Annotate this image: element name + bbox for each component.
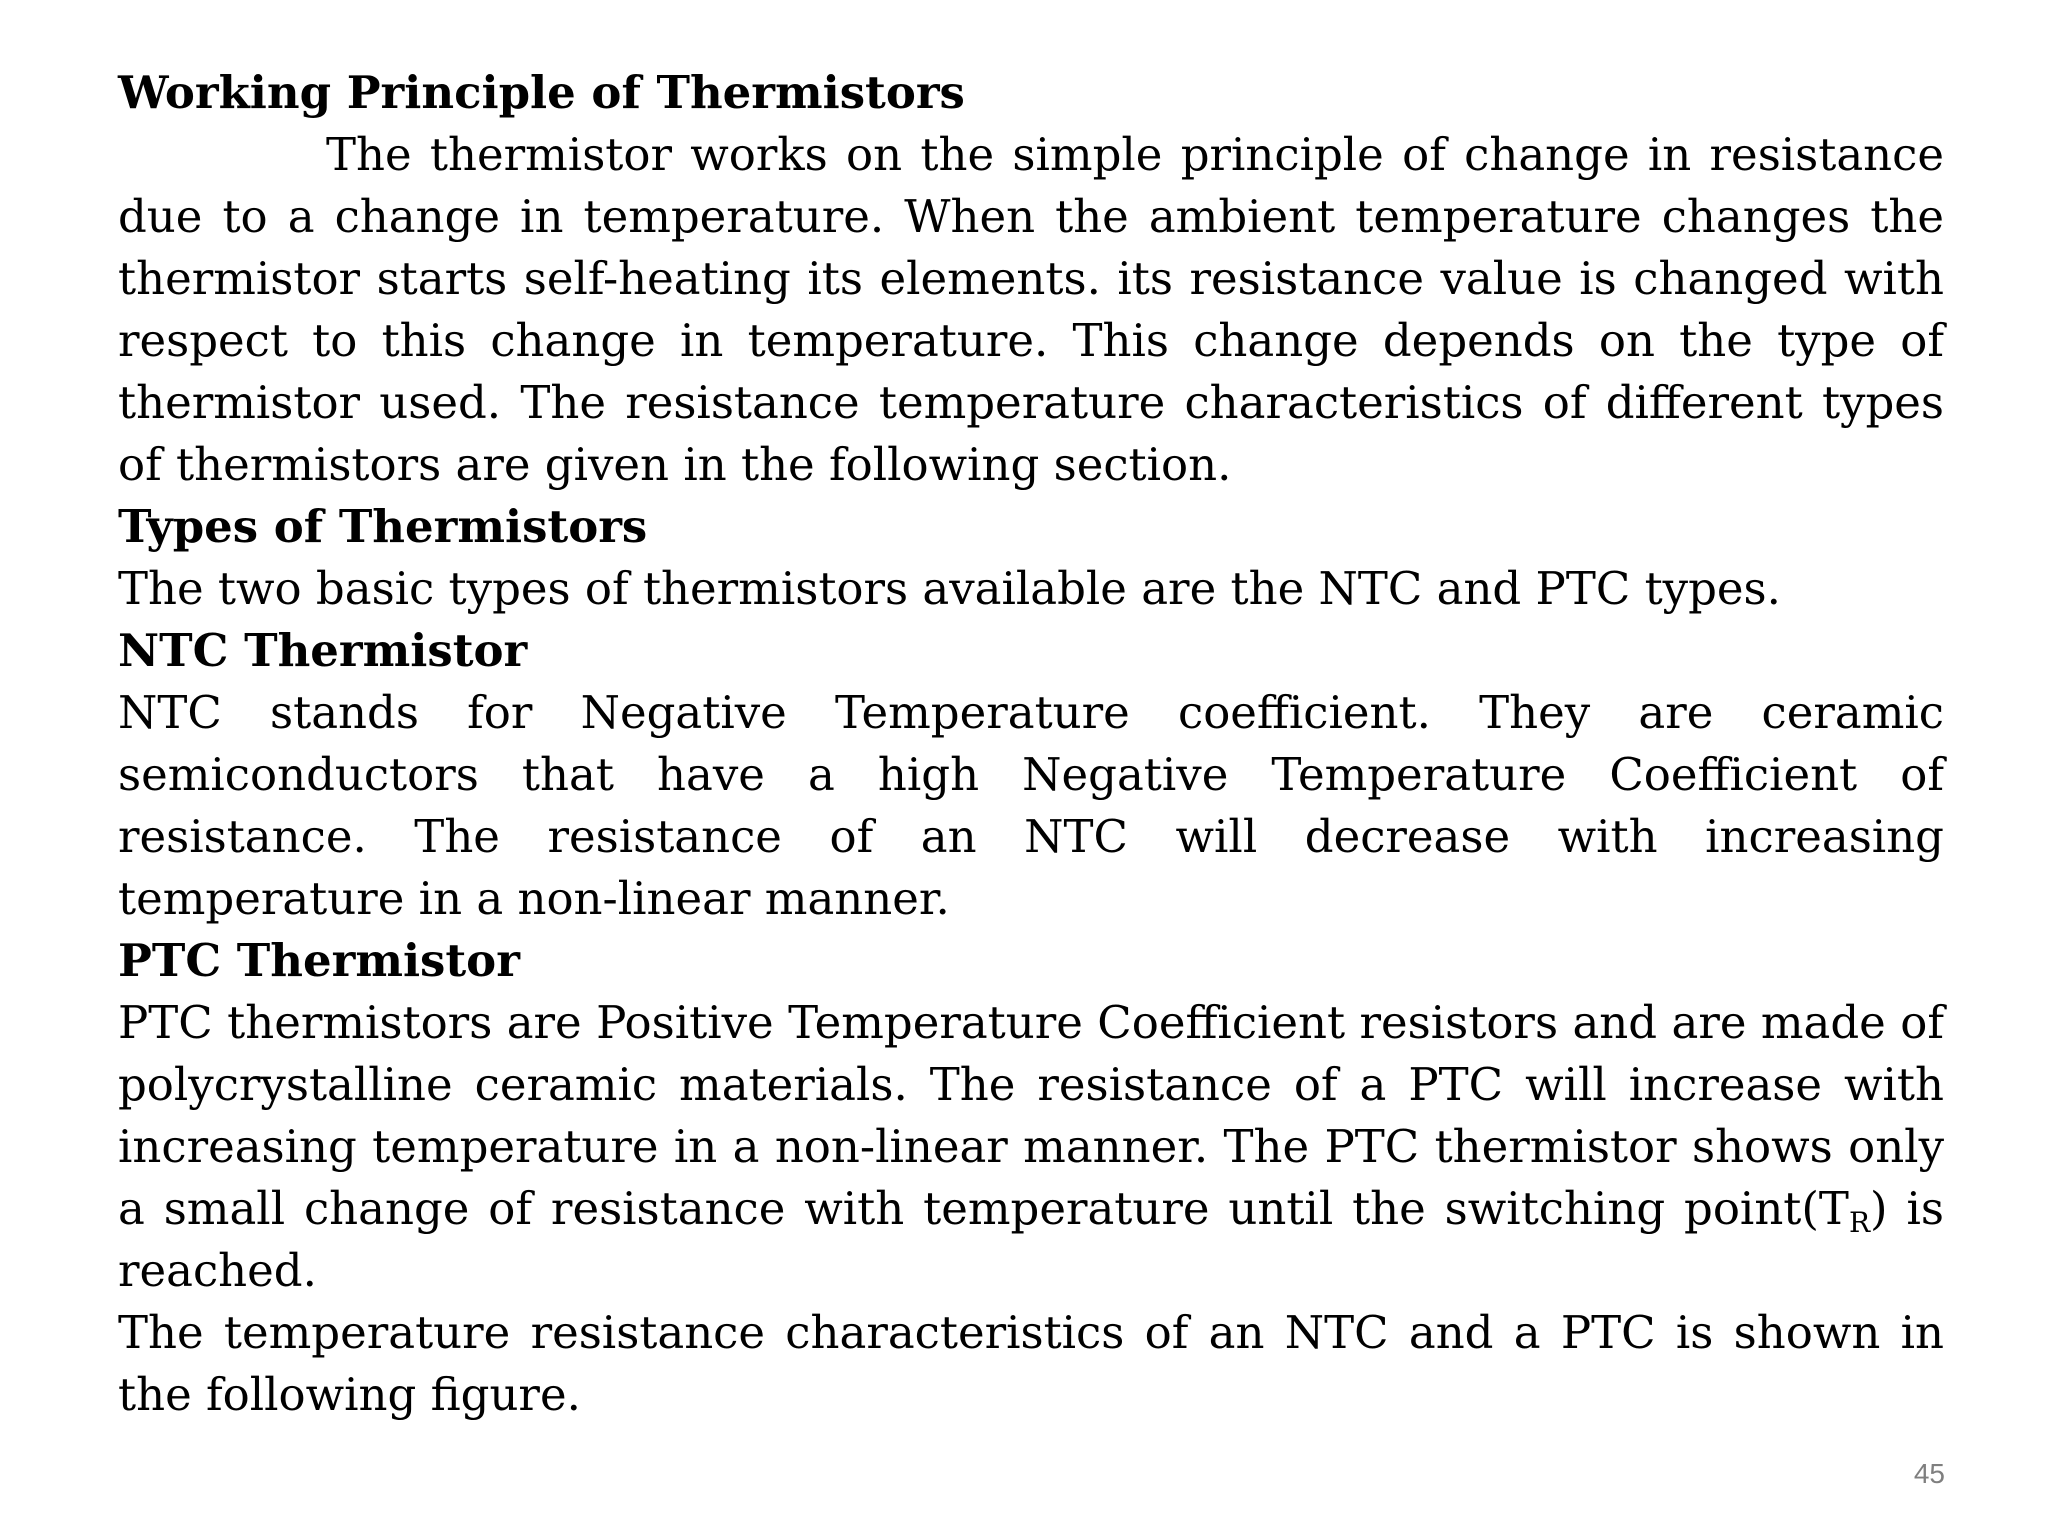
page-number: 45: [1913, 1458, 1945, 1489]
working-principle-heading: Working Principle of Thermistors: [118, 66, 965, 119]
ptc-paragraph: [118, 992, 1944, 1302]
figure-note-paragraph: The temperature resistance characteristics of an NTC and a PTC is shown in the following figure.: [118, 1306, 1944, 1421]
ptc-paragraph-text: PTC thermistors are Positive Temperature Coefficient resistors and are made of polycrystalline ceramic materials. The resistance of a PTC will increase with increasing temperature in a non-linear manner. The PTC thermistor shows only a small change of resistance with temperature until the switching point(T: [118, 996, 1944, 1235]
types-heading: Types of Thermistors: [118, 500, 648, 553]
ptc-paragraph-text-end: ) is reached.: [118, 1182, 1944, 1297]
slide-content: [118, 62, 1944, 1426]
types-paragraph: The two basic types of thermistors available are the NTC and PTC types.: [118, 562, 1781, 615]
ntc-heading: NTC Thermistor: [118, 624, 528, 677]
ptc-heading: PTC Thermistor: [118, 934, 520, 987]
switching-point-subscript: R: [1848, 1206, 1871, 1239]
working-principle-paragraph: The thermistor works on the simple principle of change in resistance due to a change in temperature. When the ambient temperature changes the thermistor starts self-heating its elements. its resistance value is changed with respect to this change in temperature. This change depends on the type of thermistor used. The resistance temperature characteristics of different types of thermistors are given in the following section.: [118, 128, 1944, 491]
ntc-paragraph: NTC stands for Negative Temperature coefficient. They are ceramic semiconductors that have a high Negative Temperature Coefficient of resistance. The resistance of an NTC will decrease with increasing temperature in a non-linear manner.: [118, 686, 1944, 925]
